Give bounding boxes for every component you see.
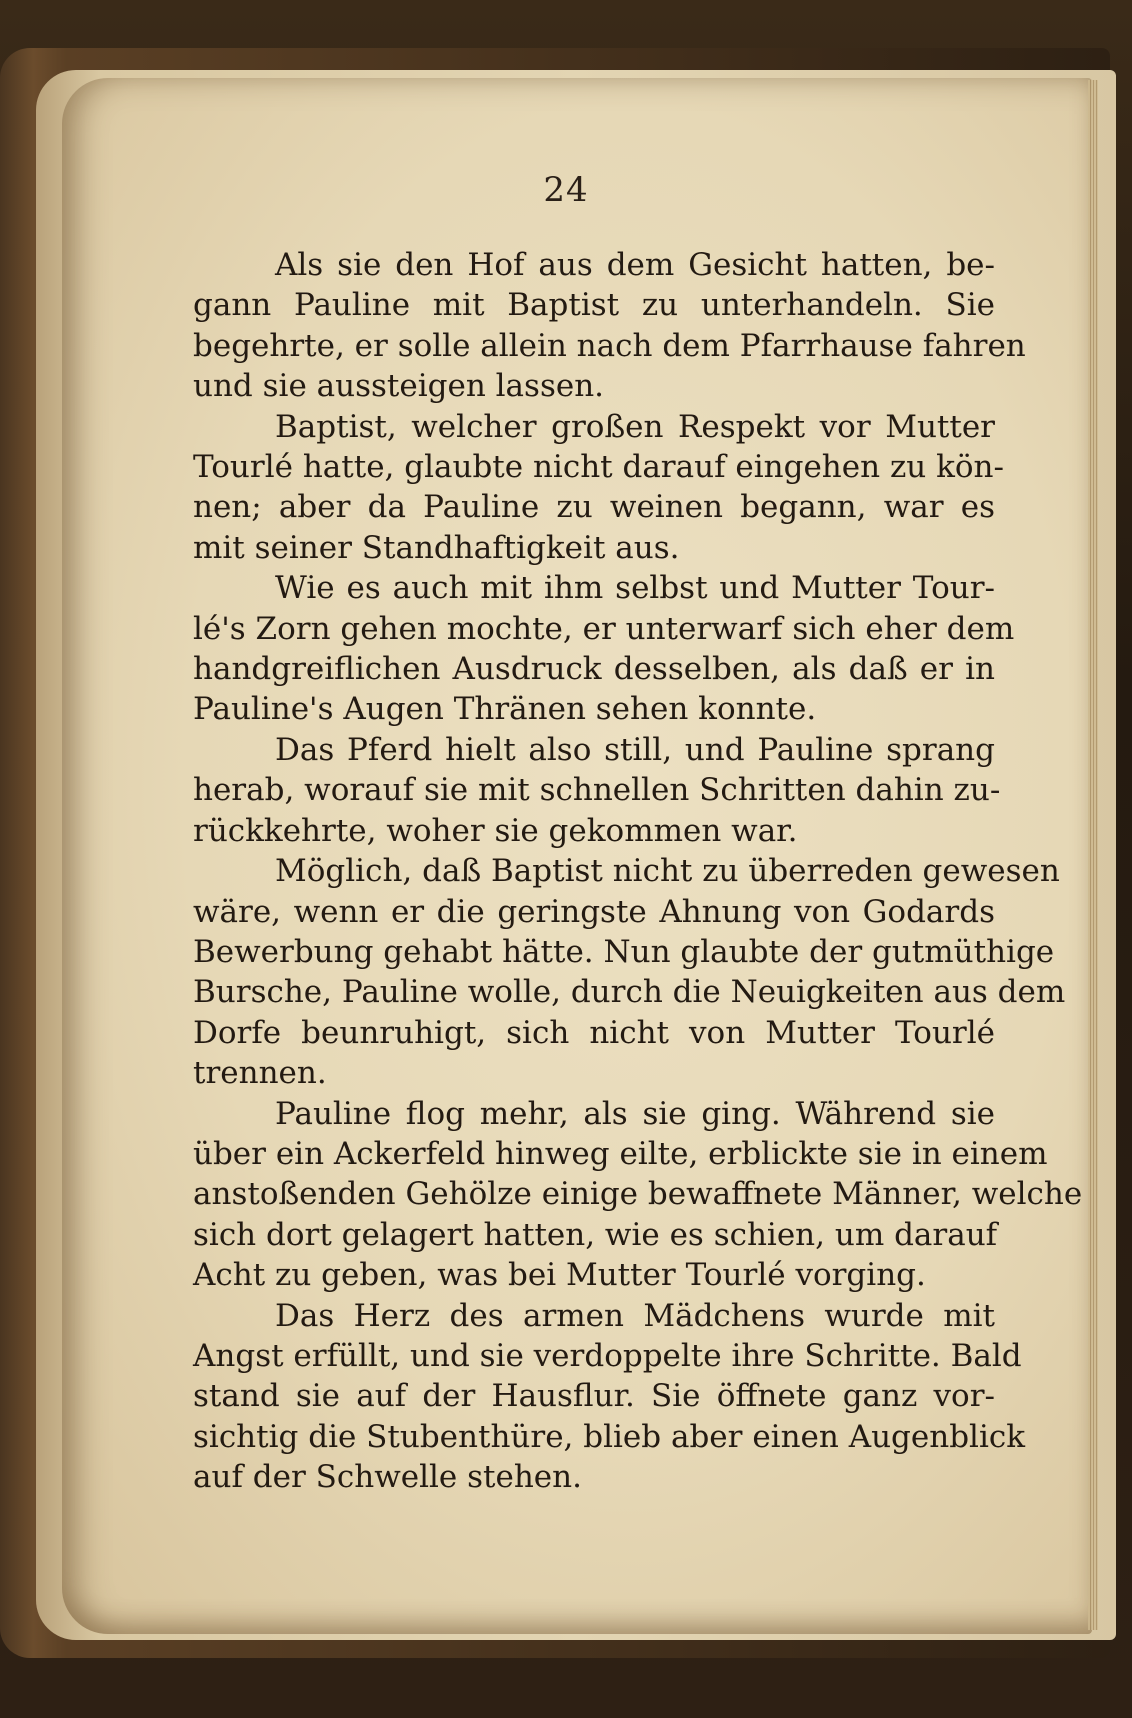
text-line: stand sie auf der Hausflur. Sie öffnete ganz vor- bbox=[193, 1378, 995, 1415]
text-line: herab, worauf sie mit schnellen Schritten dahin zu- bbox=[193, 772, 1001, 809]
text-line: anstoßenden Gehölze einige bewaffnete Männer, welche bbox=[193, 1176, 1083, 1213]
text-line: Angst erfüllt, und sie verdoppelte ihre Schritte. Bald bbox=[193, 1337, 1022, 1374]
text-line: Bursche, Pauline wolle, durch die Neuigkeiten aus dem bbox=[193, 974, 1066, 1011]
text-line: Wie es auch mit ihm selbst und Mutter Tour- bbox=[275, 570, 995, 607]
text-line: Acht zu geben, was bei Mutter Tourlé vorging. bbox=[193, 1257, 926, 1294]
text-line: Möglich, daß Baptist nicht zu überreden gewesen bbox=[275, 853, 1060, 890]
text-line: nen; aber da Pauline zu weinen begann, war es bbox=[193, 489, 995, 526]
text-line: Baptist, welcher großen Respekt vor Mutter bbox=[275, 408, 995, 445]
body-text bbox=[193, 245, 1083, 1498]
text-line: Pauline's Augen Thränen sehen konnte. bbox=[193, 691, 817, 728]
text-line: sichtig die Stubenthüre, blieb aber einen Augenblick bbox=[193, 1418, 1026, 1455]
text-line: gann Pauline mit Baptist zu unterhandeln. Sie bbox=[193, 287, 995, 324]
text-line: sich dort gelagert hatten, wie es schien, um darauf bbox=[193, 1216, 998, 1253]
text-line: auf der Schwelle stehen. bbox=[193, 1459, 582, 1496]
text-line: über ein Ackerfeld hinweg eilte, erblickte sie in einem bbox=[193, 1135, 1048, 1172]
text-line: trennen. bbox=[193, 1055, 327, 1092]
text-line: rückkehrte, woher sie gekommen war. bbox=[193, 812, 798, 849]
text-line: Als sie den Hof aus dem Gesicht hatten, be- bbox=[275, 247, 995, 283]
text-line: wäre, wenn er die geringste Ahnung von Godards bbox=[193, 893, 995, 930]
page-number: 24 bbox=[543, 170, 589, 210]
text-line: Pauline flog mehr, als sie ging. Während sie bbox=[275, 1095, 995, 1132]
text-line: Tourlé hatte, glaubte nicht darauf eingehen zu kön- bbox=[193, 449, 1004, 486]
text-line: lé's Zorn gehen mochte, er unterwarf sich eher dem bbox=[193, 610, 1015, 647]
text-line: Das Herz des armen Mädchens wurde mit bbox=[275, 1297, 995, 1334]
text-line: Das Pferd hielt also still, und Pauline sprang bbox=[275, 731, 995, 768]
page-fore-edge bbox=[1088, 80, 1098, 1630]
text-line: und sie aussteigen lassen. bbox=[193, 368, 605, 405]
text-line: Dorfe beunruhigt, sich nicht von Mutter Tourlé bbox=[193, 1014, 995, 1051]
text-line: Bewerbung gehabt hätte. Nun glaubte der gutmüthige bbox=[193, 933, 1055, 970]
text-line: handgreiflichen Ausdruck desselben, als daß er in bbox=[193, 651, 995, 688]
text-line: begehrte, er solle allein nach dem Pfarrhause fahren bbox=[193, 327, 1026, 364]
text-line: mit seiner Standhaftigkeit aus. bbox=[193, 529, 680, 566]
